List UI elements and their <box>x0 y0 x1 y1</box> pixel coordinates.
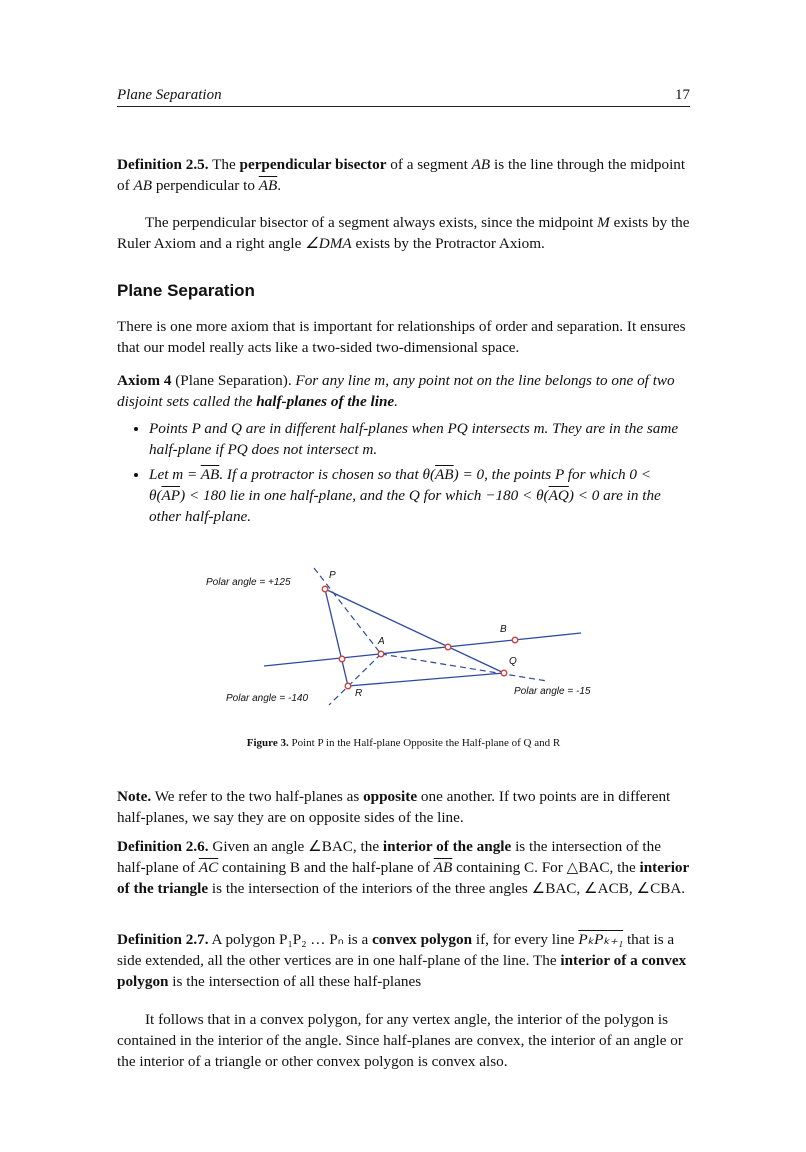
paragraph-text: It follows that in a convex polygon, for any vertex angle, the interior of the polygon is contained in the interior of the angle. Since half-planes are convex, the interior of an angle or the interior of a triangle or other convex polygon is convex also. <box>117 1011 683 1070</box>
text: containing B and the half-plane of <box>218 859 434 876</box>
paragraph-text: There is one more axiom that is important for relationships of order and separation. It ensures that our model really acts like a two-sided two-dimensional space. <box>117 318 686 356</box>
point-q <box>501 670 507 676</box>
note <box>117 786 690 828</box>
text: ) < 180 lie in one half-plane, and the Q for which −180 < θ( <box>180 487 549 504</box>
text: is the line through the midpoint of <box>117 156 686 194</box>
point-intersection-pq <box>445 644 451 650</box>
label-b: B <box>500 624 507 635</box>
axiom-4 <box>117 370 690 531</box>
label-a: A <box>378 636 385 647</box>
point-r <box>345 683 351 689</box>
axiom-text: For any line m, any point not on the line belongs to one of two disjoint sets called the <box>117 372 675 410</box>
text: exists by the Protractor Axiom. <box>351 235 545 252</box>
text: ) = 0, the points P for which 0 < θ( <box>149 466 651 504</box>
line-name: $\overline{AB}$ <box>433 859 453 876</box>
point-p <box>322 586 328 592</box>
text: . <box>394 393 398 410</box>
point-a <box>378 651 384 657</box>
text: Let m = <box>149 466 201 483</box>
definition-label: Definition 2.6. <box>117 838 209 855</box>
text: . If a protractor is chosen so that θ( <box>219 466 436 483</box>
text: The <box>208 156 240 173</box>
figure-caption <box>117 737 690 749</box>
half-plane-diagram <box>204 560 624 710</box>
text: ) < 0 are in the other half-plane. <box>149 487 661 525</box>
text: The perpendicular bisector of a segment always exists, since the midpoint <box>145 214 598 231</box>
text: A polygon P₁P₂ … Pₙ is a <box>208 931 373 948</box>
header-title: Plane Separation <box>117 87 222 103</box>
segment-pq <box>325 589 504 673</box>
bullet-item <box>149 418 690 460</box>
bullet-text: Points P and Q are in different half-planes when PQ intersects m. They are in the same half-plane if PQ does not intersect m. <box>149 420 679 458</box>
line-name: PₖPₖ₊₁ <box>578 931 624 948</box>
text: if, for every line <box>472 931 579 948</box>
text: perpendicular to <box>152 177 259 194</box>
running-header <box>117 86 690 107</box>
text: that is a side extended, all the other vertices are in one half-plane of the line. The <box>117 931 675 969</box>
section-title: Plane Separation <box>117 281 255 300</box>
paragraph-convex <box>117 1009 690 1072</box>
point-intersection-pr <box>339 656 345 662</box>
text: of a segment <box>386 156 472 173</box>
term: convex polygon <box>372 931 473 948</box>
text: is the intersection of all these half-planes <box>168 973 422 990</box>
text: exists by the Ruler Axiom and a right angle <box>117 214 690 252</box>
text: is the intersection of the interiors of the three angles ∠BAC, ∠ACB, ∠CBA. <box>208 880 686 897</box>
axiom-bullets <box>117 418 690 527</box>
caption-label: Figure 3. <box>246 737 289 749</box>
text: containing C. For △BAC, the <box>452 859 640 876</box>
caption-text: Point P in the Half-plane Opposite the Half-plane of Q and R <box>288 737 561 749</box>
term: perpendicular bisector <box>239 156 387 173</box>
term: interior of the triangle <box>117 859 689 897</box>
point-name: M <box>597 214 610 231</box>
definition-2-5 <box>117 154 690 196</box>
label-q: Q <box>509 656 517 667</box>
segment-name: AB <box>133 177 153 194</box>
line-name: $\overline{AC}$ <box>198 859 219 876</box>
text: We refer to the two half-planes as <box>151 788 364 805</box>
definition-label: Definition 2.7. <box>117 931 209 948</box>
paragraph-bisector <box>117 212 690 254</box>
definition-2-7 <box>117 929 690 992</box>
figure-3-diagram <box>204 560 624 710</box>
line-name: $\overline{AB}$ <box>200 466 220 483</box>
label-p: P <box>329 570 336 581</box>
polar-angle-q: Polar angle = -15 <box>514 686 591 697</box>
note-label: Note. <box>117 788 152 805</box>
ray-name: $\overline{AP}$ <box>161 487 181 504</box>
axiom-label: Axiom 4 <box>117 372 172 389</box>
section-heading <box>117 281 690 301</box>
segment-name: AB <box>471 156 491 173</box>
polar-angle-p: Polar angle = +125 <box>206 577 291 588</box>
segment-pr <box>325 589 348 686</box>
text: one another. If two points are in different half-planes, we say they are on opposite sides of the line. <box>117 788 671 826</box>
term: half-planes of the line <box>256 393 395 410</box>
axiom-name: (Plane Separation). <box>171 372 296 389</box>
text: Given an angle ∠BAC, the <box>208 838 383 855</box>
text: . <box>277 177 282 194</box>
segment-rq <box>348 673 504 686</box>
label-r: R <box>355 688 363 699</box>
term: interior of the angle <box>382 838 512 855</box>
definition-2-6 <box>117 836 690 899</box>
point-b <box>512 637 518 643</box>
text: is the intersection of the half-plane of <box>117 838 661 876</box>
term: interior of a convex polygon <box>117 952 687 990</box>
ray-name: $\overline{AB}$ <box>435 466 454 483</box>
page-number: 17 <box>675 87 690 103</box>
paragraph-axiom-intro <box>117 316 690 358</box>
ray-name: $\overline{AQ}$ <box>548 487 569 504</box>
definition-label: Definition 2.5. <box>117 156 209 173</box>
polar-angle-r: Polar angle = -140 <box>226 693 309 704</box>
term: opposite <box>363 788 418 805</box>
line-name: $\overline{AB}$ <box>258 177 278 194</box>
bullet-item <box>149 464 690 527</box>
angle-name: ∠DMA <box>305 235 352 252</box>
